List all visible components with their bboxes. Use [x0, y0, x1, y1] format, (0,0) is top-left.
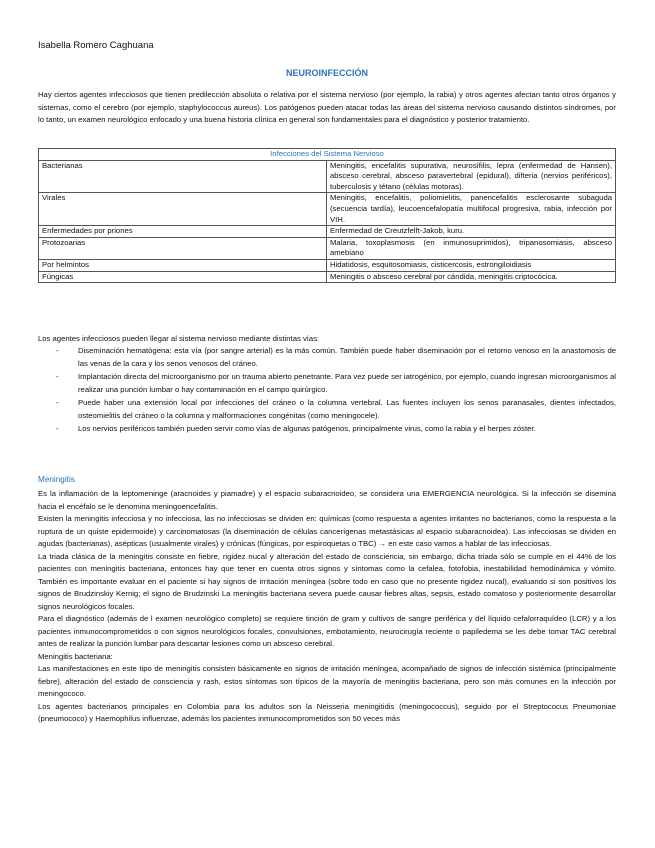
meningitis-paragraph: Las manifestaciones en este tipo de meningitis consisten básicamente en signos de irritación meníngea, acompañado de signos de infección sistémica (principalmente fiebre), alteración del estado de consciencia y rash, estos síntomas son típicos de la mayoría de meningitis bacteriana, pero son más comunes en la infección por meningococo. [38, 664, 616, 698]
list-dash: - [56, 346, 59, 355]
list-item [54, 344, 616, 370]
table-category: Bacterianas [39, 160, 327, 193]
table-row [39, 193, 616, 226]
table-detail: Malaria, toxoplasmosis (en inmunosuprimidos), tripanosomiasis, absceso amebiano [327, 237, 616, 259]
table-row [39, 160, 616, 193]
table-row [39, 259, 616, 271]
meningitis-paragraph: Es la inflamación de la leptomeninge (aracnoides y piamadre) y el espacio subaracnoideo, se considera una EMERGENCIA neurológica. Si la infección se disemina hacia el encéfalo se le denomina meningoencefalitis. [38, 489, 616, 511]
table-row [39, 226, 616, 238]
list-dash: - [56, 398, 59, 407]
table-detail: Meningitis o absceso cerebral por cándida, meningitis criptocócica. [327, 271, 616, 283]
meningitis-paragraph: Para el diagnóstico (además de l examen neurológico completo) se requiere tinción de gram y cultivos de sangre periférica y del líquido cefalorraquídeo (LCR) y a los pacientes inmunocomprometidos o con signos neurológicos focales, convulsiones, embotamiento, neurocirugía reciente o papiledema se les debe tomar TAC cerebral antes de realizar la punción lumbar para descartar lesiones como un absceso cerebral. [38, 614, 616, 648]
list-dash: - [56, 424, 59, 433]
list-dash: - [56, 372, 59, 381]
list-item [54, 422, 616, 435]
intro-paragraph: Hay ciertos agentes infecciosos que tienen predilección absoluta o relativa por el sistema nervioso (por ejemplo, la rabia) y otros agentes afectan tanto otros órganos y sistemas, como el cerebro (por ejemplo, staphylococcus aureus). Los patógenos pueden atacar todas las áreas del sistema nervioso causando distintos síndromes, por lo tanto, un examen neurológico enfocado y una buena historia clínica en general son fundamentales para el diagnóstico y posterior tratamiento. [38, 90, 616, 124]
meningitis-heading: Meningitis [38, 475, 75, 484]
meningitis-section [38, 488, 616, 726]
table-header: Infecciones del Sistema Nervioso [39, 149, 616, 161]
document-title: NEUROINFECCIÓN [285, 68, 368, 78]
infections-table [38, 148, 616, 283]
list-item [54, 370, 616, 396]
table-category: Fúngicas [39, 271, 327, 283]
table-detail: Meningitis, encefalitis, poliomielitis, panencefalitis esclerosante subaguda (secuencia tardía), leucoencefalopatía multifocal progresiva, rabia, infección por VIH. [327, 193, 616, 226]
list-item-text: Diseminación hematógena: esta vía (por sangre arterial) es la más común. También puede haber diseminación por el retorno venoso en la anastomosis de las venas de la cara y los senos venosos del cráneo. [78, 346, 616, 368]
list-item-text: Los nervios periféricos también pueden servir como vías de algunas patógenos, principalmente virus, como la rabia y el herpes zóster. [78, 424, 536, 433]
list-item-text: Puede haber una extensión local por infecciones del cráneo o la columna vertebral. Las fuentes incluyen los senos paranasales, dientes infectados, osteomielitis del cráneo o la columna y malformaciones congénitas (como meningocele). [78, 398, 616, 420]
subheading-bacterial-meningitis: Meningitis bacteriana: [38, 651, 113, 661]
table-row [39, 237, 616, 259]
meningitis-paragraph: Existen la meningitis infecciosa y no infecciosa, las no infecciosas se dividen en: químicas (como respuesta a agentes irritantes no bacterianos, como la respuesta a la ruptura de un quiste epidermoide) y carcinomatosas (la diseminación de células cancerígenas metastásicas al espacio subaracnoidea). Las infecciosas se dividen en agudas (bacterianas), asépticas (usualmente virales) y crónicas (fúngicas, por espiroquetas o TBC) → en este caso vamos a hablar de las infecciosas. [38, 514, 616, 548]
table-category: Enfermedades por priones [39, 226, 327, 238]
table-category: Virales [39, 193, 327, 226]
meningitis-paragraph: Los agentes bacterianos principales en Colombia para los adultos son la Neisseria meningitidis (meningococcus), seguido por el Streptococus Pneumoniae (pneumococo) y Haemophilus influenzae, además los pacientes inmunocomprometidos son 50 veces más [38, 701, 616, 723]
table-category: Por helmintos [39, 259, 327, 271]
meningitis-paragraph: La triada clásica de la meningitis consiste en fiebre, rigidez nucal y alteración del estado de consciencia, sin embargo, dicha triada sólo se cumple en el 44% de los pacientes con meningitis bacteriana, entonces hay que tener en cuenta otros signos y síntomas como la cefalea, fotofobia, inestabilidad hemodinámica y vómito. También es importante evaluar en el paciente si hay signos de irritación meníngea (sobre todo en caso que no presente rigidez nucal), evaluando si son positivos los signos de Brudzinskiy Kernig; el signo de Brudzinski La meningitis bacteriana severa puede causar fiebres altas, sepsis, estado comatoso y posteriormente desarrollar signos neurológicos focales. [38, 551, 616, 611]
table-category: Protozoarias [39, 237, 327, 259]
table-detail: Meningitis, encefalitis supurativa, neurosífilis, lepra (enfermedad de Hansen), absceso cerebral, absceso paravertebral (epidural), difteria (nervios periféricos), tuberculosis y tétano (células motoras). [327, 160, 616, 193]
routes-list [54, 344, 616, 435]
table-detail: Hidatidosis, esquitosomiasis, cisticercosis, estrongiloidiasis [327, 259, 616, 271]
table-detail: Enfermedad de Creutzfelft-Jakob, kuru. [327, 226, 616, 238]
list-item [54, 396, 616, 422]
table-row [39, 271, 616, 283]
author-name: Isabella Romero Caghuana [38, 40, 154, 51]
agents-intro: Los agentes infecciosos pueden llegar al sistema nervioso mediante distintas vías: [38, 334, 320, 343]
list-item-text: Implantación directa del microorganismo por un trauma abierto penetrante. Para vez puede ser iatrogénico, por ejemplo, cuando ingresan microorganismos al realizar una punción lumbar o hay contaminación en el campo quirúrgico. [78, 372, 616, 394]
